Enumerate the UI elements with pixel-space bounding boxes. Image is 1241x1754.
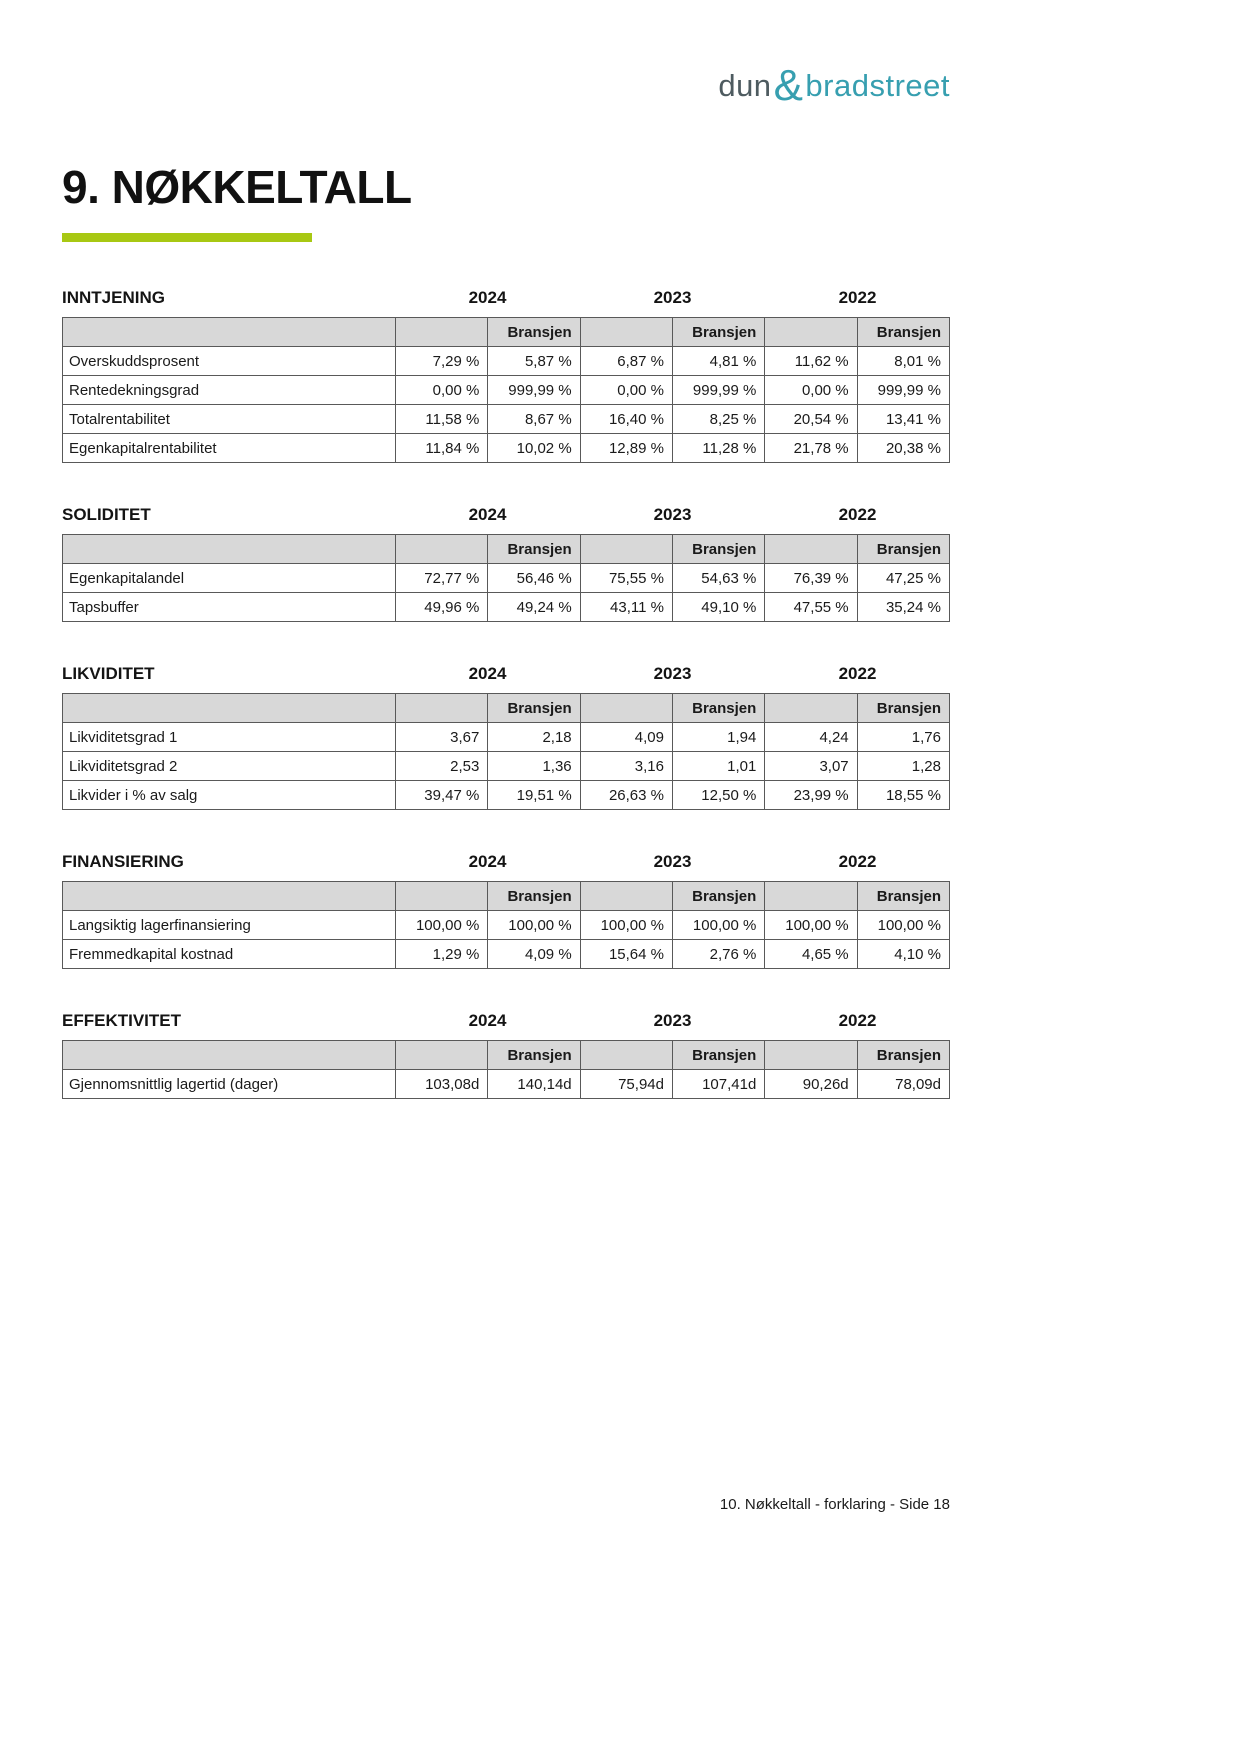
table-row: [63, 347, 950, 376]
table-header-row: [63, 1041, 950, 1070]
value-cell: 76,39 %: [765, 564, 857, 593]
value-cell: 100,00 %: [488, 911, 580, 940]
section-head: [62, 664, 950, 684]
value-cell: 100,00 %: [765, 911, 857, 940]
section-effektivitet: [62, 1011, 950, 1099]
industry-header-cell: Bransjen: [672, 535, 764, 564]
value-cell: 47,25 %: [857, 564, 949, 593]
value-cell: 4,24: [765, 723, 857, 752]
value-cell: 16,40 %: [580, 405, 672, 434]
industry-header-cell: Bransjen: [488, 694, 580, 723]
value-cell: 20,54 %: [765, 405, 857, 434]
industry-header-cell: Bransjen: [672, 1041, 764, 1070]
value-cell: 75,94d: [580, 1070, 672, 1099]
row-label: Gjennomsnittlig lagertid (dager): [63, 1070, 396, 1099]
value-cell: 0,00 %: [396, 376, 488, 405]
row-label: Tapsbuffer: [63, 593, 396, 622]
value-cell: 35,24 %: [857, 593, 949, 622]
section-title: FINANSIERING: [62, 852, 184, 871]
value-cell: 11,62 %: [765, 347, 857, 376]
year-label: 2023: [653, 288, 692, 307]
value-cell: 10,02 %: [488, 434, 580, 463]
table-header-row: [63, 318, 950, 347]
header-cell-empty: [765, 318, 857, 347]
header-cell-empty: [63, 535, 396, 564]
value-cell: 107,41d: [672, 1070, 764, 1099]
value-cell: 75,55 %: [580, 564, 672, 593]
value-cell: 39,47 %: [396, 781, 488, 810]
section-head: [62, 852, 950, 872]
industry-header-cell: Bransjen: [857, 882, 949, 911]
value-cell: 23,99 %: [765, 781, 857, 810]
industry-header-cell: Bransjen: [672, 694, 764, 723]
industry-header-cell: Bransjen: [488, 535, 580, 564]
value-cell: 4,65 %: [765, 940, 857, 969]
table-row: [63, 405, 950, 434]
kpi-table: [62, 317, 950, 463]
value-cell: 0,00 %: [765, 376, 857, 405]
table-row: [63, 781, 950, 810]
row-label: Egenkapitalrentabilitet: [63, 434, 396, 463]
header-cell-empty: [765, 882, 857, 911]
value-cell: 1,01: [672, 752, 764, 781]
section-title: EFFEKTIVITET: [62, 1011, 181, 1030]
value-cell: 11,58 %: [396, 405, 488, 434]
section-likviditet: [62, 664, 950, 810]
table-row: [63, 940, 950, 969]
value-cell: 1,94: [672, 723, 764, 752]
table-header-row: [63, 694, 950, 723]
value-cell: 100,00 %: [672, 911, 764, 940]
year-label: 2022: [838, 1011, 877, 1030]
row-label: Likviditetsgrad 1: [63, 723, 396, 752]
value-cell: 12,89 %: [580, 434, 672, 463]
value-cell: 15,64 %: [580, 940, 672, 969]
section-finansiering: [62, 852, 950, 969]
value-cell: 13,41 %: [857, 405, 949, 434]
value-cell: 11,84 %: [396, 434, 488, 463]
table-row: [63, 1070, 950, 1099]
header-cell-empty: [63, 882, 396, 911]
value-cell: 3,16: [580, 752, 672, 781]
header-cell-empty: [765, 1041, 857, 1070]
value-cell: 8,25 %: [672, 405, 764, 434]
row-label: Langsiktig lagerfinansiering: [63, 911, 396, 940]
ampersand-icon: &: [773, 61, 804, 110]
table-row: [63, 723, 950, 752]
value-cell: 12,50 %: [672, 781, 764, 810]
header-cell-empty: [580, 882, 672, 911]
year-label: 2022: [838, 664, 877, 683]
header-cell-empty: [396, 1041, 488, 1070]
table-row: [63, 593, 950, 622]
value-cell: 100,00 %: [580, 911, 672, 940]
year-label: 2024: [468, 664, 507, 683]
year-label: 2022: [838, 288, 877, 307]
value-cell: 1,36: [488, 752, 580, 781]
kpi-table: [62, 534, 950, 622]
industry-header-cell: Bransjen: [857, 694, 949, 723]
year-label: 2023: [653, 1011, 692, 1030]
header-cell-empty: [396, 694, 488, 723]
value-cell: 18,55 %: [857, 781, 949, 810]
value-cell: 54,63 %: [672, 564, 764, 593]
industry-header-cell: Bransjen: [672, 318, 764, 347]
value-cell: 3,67: [396, 723, 488, 752]
value-cell: 103,08d: [396, 1070, 488, 1099]
value-cell: 5,87 %: [488, 347, 580, 376]
header-cell-empty: [580, 694, 672, 723]
section-title: SOLIDITET: [62, 505, 151, 524]
industry-header-cell: Bransjen: [857, 1041, 949, 1070]
value-cell: 8,67 %: [488, 405, 580, 434]
year-label: 2024: [468, 1011, 507, 1030]
year-label: 2023: [653, 852, 692, 871]
year-label: 2023: [653, 664, 692, 683]
value-cell: 47,55 %: [765, 593, 857, 622]
value-cell: 1,76: [857, 723, 949, 752]
year-label: 2022: [838, 505, 877, 524]
section-head: [62, 288, 950, 308]
value-cell: 4,81 %: [672, 347, 764, 376]
table-row: [63, 564, 950, 593]
value-cell: 100,00 %: [857, 911, 949, 940]
value-cell: 100,00 %: [396, 911, 488, 940]
section-inntjening: [62, 288, 950, 463]
section-soliditet: [62, 505, 950, 622]
header-cell-empty: [396, 318, 488, 347]
logo-dun: dun: [718, 68, 772, 103]
header-cell-empty: [396, 535, 488, 564]
year-label: 2022: [838, 852, 877, 871]
value-cell: 49,24 %: [488, 593, 580, 622]
row-label: Overskuddsprosent: [63, 347, 396, 376]
kpi-table: [62, 881, 950, 969]
section-title: INNTJENING: [62, 288, 165, 307]
value-cell: 11,28 %: [672, 434, 764, 463]
value-cell: 140,14d: [488, 1070, 580, 1099]
value-cell: 999,99 %: [672, 376, 764, 405]
value-cell: 4,10 %: [857, 940, 949, 969]
row-label: Egenkapitalandel: [63, 564, 396, 593]
table-row: [63, 752, 950, 781]
value-cell: 49,10 %: [672, 593, 764, 622]
section-head: [62, 505, 950, 525]
dun-bradstreet-logo: [718, 61, 950, 110]
industry-header-cell: Bransjen: [672, 882, 764, 911]
value-cell: 6,87 %: [580, 347, 672, 376]
value-cell: 49,96 %: [396, 593, 488, 622]
value-cell: 1,28: [857, 752, 949, 781]
industry-header-cell: Bransjen: [488, 1041, 580, 1070]
table-row: [63, 376, 950, 405]
value-cell: 19,51 %: [488, 781, 580, 810]
header-cell-empty: [580, 535, 672, 564]
row-label: Rentedekningsgrad: [63, 376, 396, 405]
row-label: Likvider i % av salg: [63, 781, 396, 810]
value-cell: 78,09d: [857, 1070, 949, 1099]
row-label: Totalrentabilitet: [63, 405, 396, 434]
value-cell: 72,77 %: [396, 564, 488, 593]
header-cell-empty: [63, 694, 396, 723]
tables-container: [62, 288, 950, 1141]
kpi-table: [62, 693, 950, 810]
value-cell: 56,46 %: [488, 564, 580, 593]
section-title: LIKVIDITET: [62, 664, 155, 683]
value-cell: 43,11 %: [580, 593, 672, 622]
logo-bradstreet: bradstreet: [805, 68, 950, 103]
value-cell: 1,29 %: [396, 940, 488, 969]
value-cell: 4,09: [580, 723, 672, 752]
header-cell-empty: [63, 318, 396, 347]
value-cell: 0,00 %: [580, 376, 672, 405]
table-row: [63, 911, 950, 940]
header-cell-empty: [580, 1041, 672, 1070]
row-label: Likviditetsgrad 2: [63, 752, 396, 781]
header-cell-empty: [765, 694, 857, 723]
value-cell: 8,01 %: [857, 347, 949, 376]
table-header-row: [63, 882, 950, 911]
header-cell-empty: [765, 535, 857, 564]
title-accent-bar: [62, 233, 312, 242]
year-label: 2024: [468, 288, 507, 307]
value-cell: 2,53: [396, 752, 488, 781]
value-cell: 26,63 %: [580, 781, 672, 810]
value-cell: 20,38 %: [857, 434, 949, 463]
page-footer: 10. Nøkkeltall - forklaring - Side 18: [719, 1496, 950, 1513]
value-cell: 90,26d: [765, 1070, 857, 1099]
header-cell-empty: [63, 1041, 396, 1070]
year-label: 2024: [468, 505, 507, 524]
year-label: 2024: [468, 852, 507, 871]
industry-header-cell: Bransjen: [488, 318, 580, 347]
kpi-table: [62, 1040, 950, 1099]
value-cell: 21,78 %: [765, 434, 857, 463]
value-cell: 2,18: [488, 723, 580, 752]
value-cell: 999,99 %: [857, 376, 949, 405]
page-title: 9. NØKKELTALL: [62, 161, 412, 213]
industry-header-cell: Bransjen: [488, 882, 580, 911]
value-cell: 2,76 %: [672, 940, 764, 969]
value-cell: 4,09 %: [488, 940, 580, 969]
value-cell: 3,07: [765, 752, 857, 781]
value-cell: 7,29 %: [396, 347, 488, 376]
table-row: [63, 434, 950, 463]
industry-header-cell: Bransjen: [857, 535, 949, 564]
header-cell-empty: [580, 318, 672, 347]
table-header-row: [63, 535, 950, 564]
industry-header-cell: Bransjen: [857, 318, 949, 347]
section-head: [62, 1011, 950, 1031]
value-cell: 999,99 %: [488, 376, 580, 405]
row-label: Fremmedkapital kostnad: [63, 940, 396, 969]
header-cell-empty: [396, 882, 488, 911]
year-label: 2023: [653, 505, 692, 524]
